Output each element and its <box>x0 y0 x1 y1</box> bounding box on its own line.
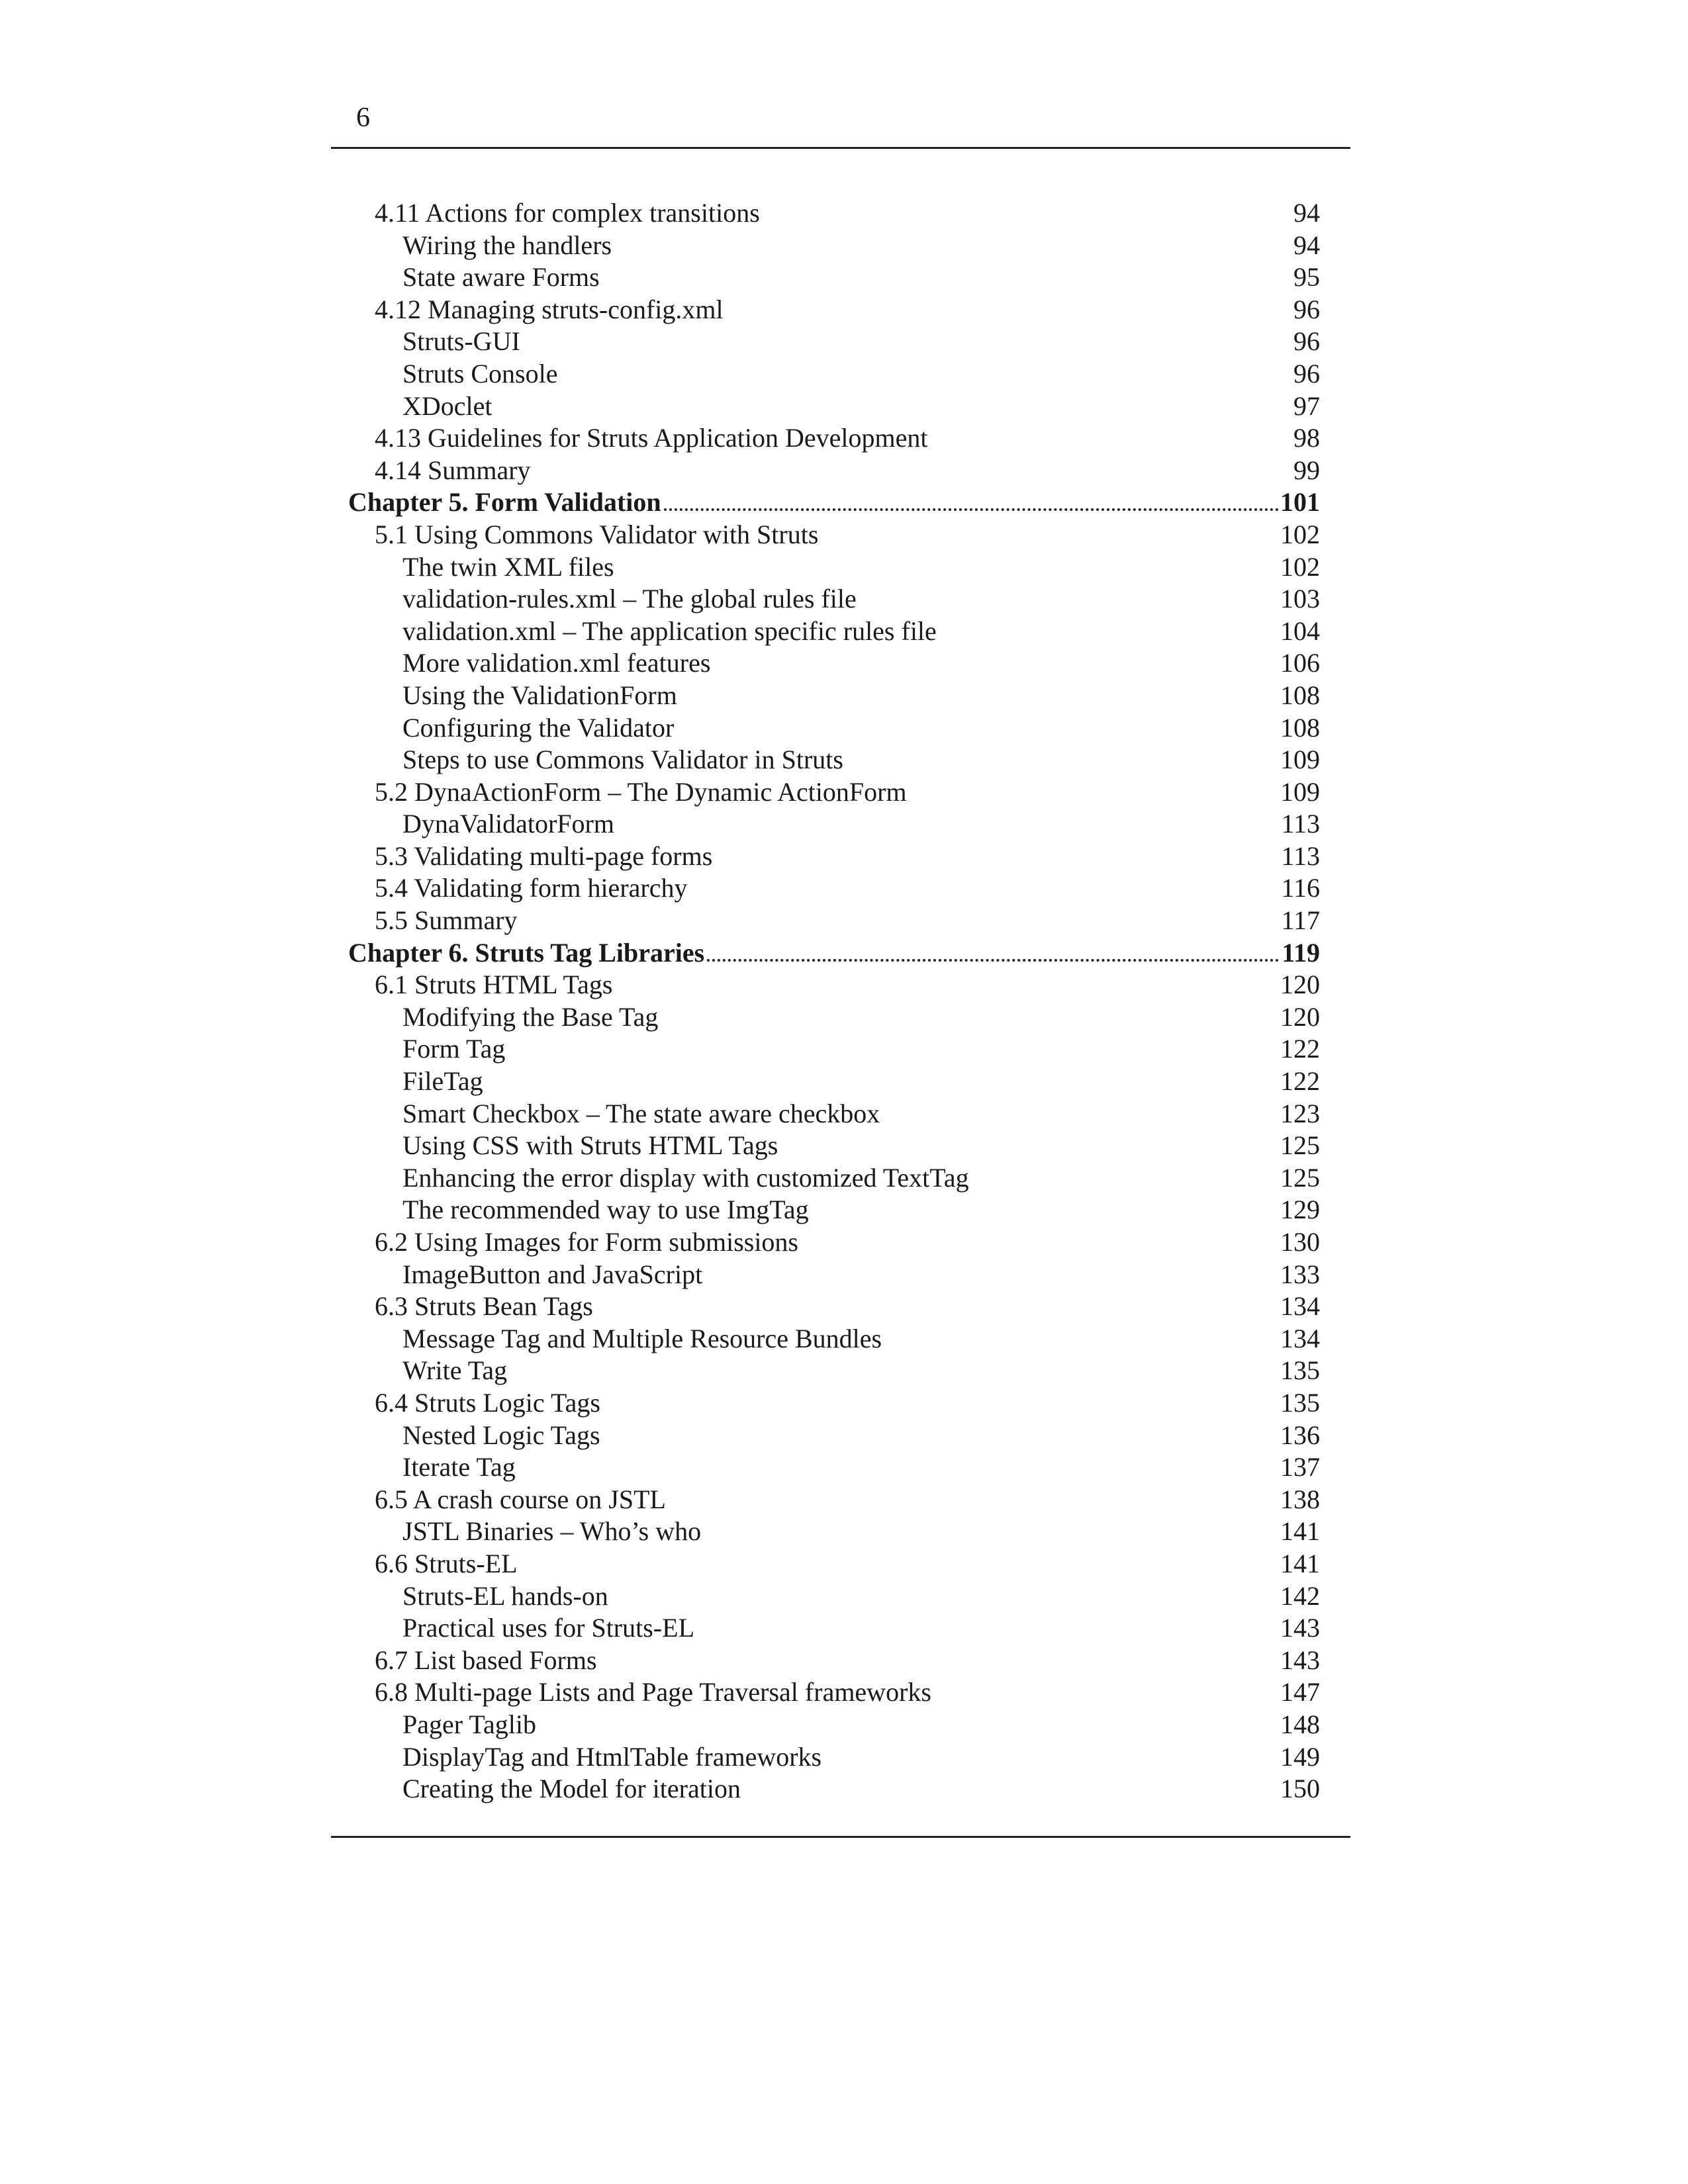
toc-entry-page-number: 136 <box>1280 1420 1320 1450</box>
toc-entry-title: The twin XML files <box>402 551 614 582</box>
toc-entry-page-number: 149 <box>1280 1741 1320 1772</box>
toc-entry-title: Nested Logic Tags <box>402 1420 600 1450</box>
toc-subsection-entry <box>348 261 1320 294</box>
toc-entry-title: Chapter 5. Form Validation <box>348 487 661 518</box>
toc-entry-page-number: 123 <box>1280 1098 1320 1128</box>
toc-section-entry <box>348 519 1320 551</box>
toc-subsection-entry <box>348 1773 1320 1805</box>
toc-entry-title: More validation.xml features <box>402 648 711 678</box>
toc-section-entry <box>348 1676 1320 1709</box>
toc-entry-page-number: 109 <box>1280 776 1320 807</box>
toc-entry-page-number: 102 <box>1280 551 1320 582</box>
toc-entry-page-number: 141 <box>1280 1516 1320 1547</box>
toc-entry-page-number: 135 <box>1280 1355 1320 1386</box>
toc-entry-title: Iterate Tag <box>402 1452 516 1482</box>
toc-entry-page-number: 150 <box>1280 1774 1320 1804</box>
toc-entry-title: Form Tag <box>402 1034 506 1064</box>
toc-entry-page-number: 143 <box>1280 1613 1320 1643</box>
toc-section-entry <box>348 1645 1320 1677</box>
toc-entry-page-number: 134 <box>1280 1323 1320 1353</box>
toc-entry-title: XDoclet <box>402 390 492 421</box>
toc-entry-title: 6.5 A crash course on JSTL <box>375 1484 666 1514</box>
toc-dot-leader <box>664 508 1279 511</box>
toc-entry-page-number: 96 <box>1293 358 1320 388</box>
toc-section-entry <box>348 1291 1320 1323</box>
toc-section-entry <box>348 455 1320 487</box>
toc-entry-title: Using the ValidationForm <box>402 680 677 710</box>
toc-subsection-entry <box>348 358 1320 390</box>
toc-section-entry <box>348 841 1320 873</box>
toc-subsection-entry <box>348 744 1320 776</box>
toc-entry-page-number: 138 <box>1280 1484 1320 1514</box>
toc-entry-title: Configuring the Validator <box>402 712 675 743</box>
toc-entry-title: 5.3 Validating multi-page forms <box>375 841 713 871</box>
toc-subsection-entry <box>348 647 1320 680</box>
toc-entry-page-number: 133 <box>1280 1259 1320 1289</box>
toc-entry-title: 5.4 Validating form hierarchy <box>375 873 688 903</box>
toc-section-entry <box>348 422 1320 455</box>
toc-entry-page-number: 106 <box>1280 648 1320 678</box>
toc-entry-page-number: 108 <box>1280 712 1320 743</box>
toc-entry-page-number: 142 <box>1280 1580 1320 1611</box>
toc-subsection-entry <box>348 1323 1320 1355</box>
toc-entry-page-number: 122 <box>1280 1066 1320 1097</box>
toc-entry-title: Write Tag <box>402 1355 508 1386</box>
toc-entry-page-number: 94 <box>1293 198 1320 228</box>
toc-subsection-entry <box>348 680 1320 712</box>
toc-entry-title: 6.8 Multi-page Lists and Page Traversal frameworks <box>375 1677 931 1707</box>
toc-subsection-entry <box>348 615 1320 648</box>
toc-subsection-entry <box>348 1612 1320 1645</box>
toc-entry-title: DynaValidatorForm <box>402 809 614 839</box>
toc-entry-page-number: 120 <box>1280 970 1320 1000</box>
toc-entry-page-number: 101 <box>1280 487 1320 518</box>
toc-entry-title: Steps to use Commons Validator in Struts <box>402 745 843 775</box>
toc-subsection-entry <box>348 1098 1320 1130</box>
toc-subsection-entry <box>348 712 1320 745</box>
toc-section-entry <box>348 1387 1320 1420</box>
toc-entry-title: 6.2 Using Images for Form submissions <box>375 1227 798 1257</box>
toc-entry-page-number: 147 <box>1280 1677 1320 1707</box>
toc-entry-page-number: 120 <box>1280 1001 1320 1032</box>
toc-subsection-entry <box>348 1130 1320 1162</box>
toc-entry-title: Struts Console <box>402 358 558 388</box>
toc-section-entry <box>348 1484 1320 1516</box>
page-number: 6 <box>356 103 370 133</box>
toc-entry-title: DisplayTag and HtmlTable frameworks <box>402 1741 822 1772</box>
toc-entry-title: Practical uses for Struts-EL <box>402 1613 694 1643</box>
toc-subsection-entry <box>348 1033 1320 1066</box>
toc-entry-title: Message Tag and Multiple Resource Bundles <box>402 1323 882 1353</box>
toc-entry-title: Chapter 6. Struts Tag Libraries <box>348 937 705 968</box>
toc-entry-page-number: 137 <box>1280 1452 1320 1482</box>
toc-section-entry <box>348 872 1320 905</box>
toc-entry-title: 4.14 Summary <box>375 455 531 485</box>
toc-section-entry <box>348 1226 1320 1259</box>
toc-subsection-entry <box>348 1162 1320 1195</box>
toc-entry-page-number: 117 <box>1281 905 1320 936</box>
toc-entry-title: JSTL Binaries – Who’s who <box>402 1516 702 1547</box>
toc-entry-page-number: 119 <box>1282 937 1320 968</box>
toc-entry-page-number: 99 <box>1293 455 1320 485</box>
toc-entry-title: 6.6 Struts-EL <box>375 1548 518 1578</box>
toc-entry-page-number: 96 <box>1293 294 1320 324</box>
toc-entry-title: Using CSS with Struts HTML Tags <box>402 1130 778 1161</box>
toc-entry-page-number: 134 <box>1280 1291 1320 1322</box>
toc-entry-title: FileTag <box>402 1066 483 1097</box>
toc-chapter-entry <box>348 937 1320 970</box>
toc-subsection-entry <box>348 551 1320 584</box>
toc-entry-title: 6.3 Struts Bean Tags <box>375 1291 593 1322</box>
toc-entry-page-number: 95 <box>1293 262 1320 293</box>
toc-entry-page-number: 130 <box>1280 1227 1320 1257</box>
toc-entry-page-number: 103 <box>1280 584 1320 614</box>
toc-subsection-entry <box>348 326 1320 358</box>
toc-entry-title: validation-rules.xml – The global rules file <box>402 584 857 614</box>
toc-subsection-entry <box>348 1355 1320 1387</box>
table-of-contents <box>348 197 1320 1805</box>
toc-entry-title: 4.11 Actions for complex transitions <box>375 198 760 228</box>
toc-entry-title: 4.13 Guidelines for Struts Application Development <box>375 423 928 453</box>
toc-section-entry <box>348 197 1320 230</box>
toc-entry-page-number: 141 <box>1280 1548 1320 1578</box>
toc-subsection-entry <box>348 1259 1320 1291</box>
toc-subsection-entry <box>348 1194 1320 1226</box>
header-rule <box>331 147 1350 149</box>
toc-entry-title: 6.1 Struts HTML Tags <box>375 970 613 1000</box>
toc-entry-page-number: 113 <box>1281 841 1320 871</box>
toc-entry-page-number: 129 <box>1280 1195 1320 1225</box>
toc-entry-page-number: 113 <box>1281 809 1320 839</box>
toc-entry-title: Smart Checkbox – The state aware checkbox <box>402 1098 880 1128</box>
toc-entry-page-number: 125 <box>1280 1130 1320 1161</box>
toc-subsection-entry <box>348 1741 1320 1774</box>
toc-entry-title: 6.4 Struts Logic Tags <box>375 1387 600 1418</box>
toc-entry-page-number: 135 <box>1280 1387 1320 1418</box>
toc-entry-page-number: 143 <box>1280 1645 1320 1675</box>
toc-dot-leader <box>707 959 1279 962</box>
toc-subsection-entry <box>348 808 1320 841</box>
toc-entry-page-number: 108 <box>1280 680 1320 710</box>
toc-subsection-entry <box>348 1066 1320 1098</box>
toc-entry-title: validation.xml – The application specific rules file <box>402 615 937 646</box>
toc-subsection-entry <box>348 1709 1320 1741</box>
toc-subsection-entry <box>348 583 1320 615</box>
toc-subsection-entry <box>348 1451 1320 1484</box>
toc-section-entry <box>348 294 1320 326</box>
toc-entry-page-number: 122 <box>1280 1034 1320 1064</box>
toc-entry-title: 5.1 Using Commons Validator with Struts <box>375 519 819 549</box>
toc-entry-page-number: 125 <box>1280 1162 1320 1193</box>
toc-entry-title: 5.5 Summary <box>375 905 518 936</box>
toc-section-entry <box>348 1548 1320 1580</box>
toc-entry-title: ImageButton and JavaScript <box>402 1259 703 1289</box>
toc-entry-page-number: 96 <box>1293 326 1320 357</box>
toc-subsection-entry <box>348 1580 1320 1613</box>
toc-entry-title: 6.7 List based Forms <box>375 1645 597 1675</box>
toc-subsection-entry <box>348 230 1320 262</box>
toc-entry-title: 4.12 Managing struts-config.xml <box>375 294 724 324</box>
toc-section-entry <box>348 969 1320 1001</box>
toc-chapter-entry <box>348 486 1320 519</box>
toc-entry-title: Enhancing the error display with customized TextTag <box>402 1162 969 1193</box>
toc-entry-title: Creating the Model for iteration <box>402 1774 741 1804</box>
toc-entry-page-number: 94 <box>1293 230 1320 260</box>
toc-entry-title: The recommended way to use ImgTag <box>402 1195 809 1225</box>
toc-entry-page-number: 109 <box>1280 745 1320 775</box>
toc-entry-page-number: 104 <box>1280 615 1320 646</box>
footer-rule <box>331 1836 1350 1838</box>
toc-subsection-entry <box>348 1516 1320 1548</box>
toc-entry-title: Struts-EL hands-on <box>402 1580 608 1611</box>
toc-entry-title: Pager Taglib <box>402 1709 536 1739</box>
toc-subsection-entry <box>348 1420 1320 1452</box>
toc-entry-title: State aware Forms <box>402 262 600 293</box>
toc-entry-title: Struts-GUI <box>402 326 520 357</box>
toc-subsection-entry <box>348 390 1320 423</box>
toc-entry-page-number: 102 <box>1280 519 1320 549</box>
toc-section-entry <box>348 776 1320 809</box>
toc-entry-page-number: 97 <box>1293 390 1320 421</box>
toc-entry-title: 5.2 DynaActionForm – The Dynamic ActionForm <box>375 776 907 807</box>
toc-entry-title: Wiring the handlers <box>402 230 612 260</box>
toc-entry-page-number: 148 <box>1280 1709 1320 1739</box>
toc-entry-title: Modifying the Base Tag <box>402 1001 659 1032</box>
toc-entry-page-number: 98 <box>1293 423 1320 453</box>
toc-section-entry <box>348 905 1320 937</box>
toc-entry-page-number: 116 <box>1281 873 1320 903</box>
toc-subsection-entry <box>348 1001 1320 1034</box>
